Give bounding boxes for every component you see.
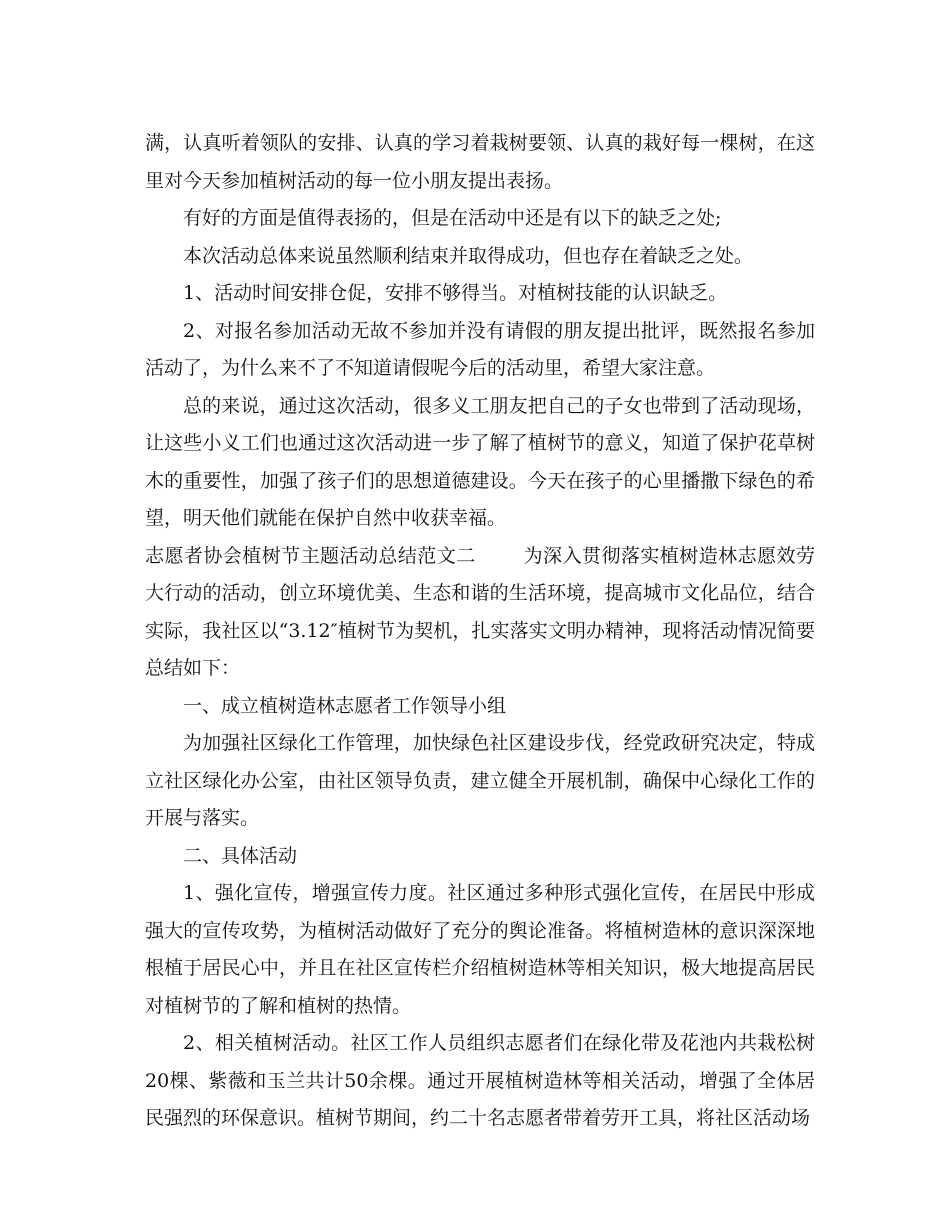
paragraph-praise-continued: 满，认真听着领队的安排、认真的学习着栽树要领、认真的栽好每一棵树，在这里对今天参加植树活动的每一位小朋友提出表扬。	[145, 132, 815, 192]
paragraph-activity-2: 2、相关植树活动。社区工作人员组织志愿者们在绿化带及花池内共栽松树20棵、紫薇和玉兰共计50余棵。通过开展植树造林等相关活动，增强了全体居民强烈的环保意识。植树节期间，约二十名志愿者带着劳开工具，将社区活动场	[145, 1032, 815, 1129]
document-body	[145, 125, 815, 1138]
section-intro: 为深入贯彻落实植树造林志愿效劳大行动的活动，创立环境优美、生态和谐的生活环境，提高城市文化品位，结合实际，我社区以“3.12″植树节为契机，扎实落实文明办精神，现将活动情况简要总结如下：	[145, 544, 815, 679]
paragraph-leadership-group: 为加强社区绿化工作管理，加快绿色社区建设步伐，经党政研究决定，特成立社区绿化办公室，由社区领导负责，建立健全开展机制，确保中心绿化工作的开展与落实。	[145, 732, 815, 829]
paragraph-overall-summary: 本次活动总体来说虽然顺利结束并取得成功，但也存在着缺乏之处。	[183, 244, 754, 267]
paragraph-good-aspects: 有好的方面是值得表扬的，但是在活动中还是有以下的缺乏之处;	[183, 207, 722, 229]
section-title: 志愿者协会植树节主题活动总结范文二	[145, 544, 476, 567]
paragraph-issue-1: 1、活动时间安排仓促，安排不够得当。对植树技能的认识缺乏。	[183, 282, 728, 304]
heading-leadership-group: 一、成立植树造林志愿者工作领导小组	[183, 694, 507, 717]
section-two-heading-paragraph	[145, 538, 815, 688]
paragraph-conclusion: 总的来说，通过这次活动，很多义工朋友把自己的子女也带到了活动现场，让这些小义工们也通过这次活动进一步了解了植树节的意义，知道了保护花草树木的重要性，加强了孩子们的思想道德建设。今天在孩子的心里播撒下绿色的希望，明天他们就能在保护自然中收获幸福。	[145, 394, 815, 529]
paragraph-activity-1: 1、强化宣传，增强宣传力度。社区通过多种形式强化宣传，在居民中形成强大的宣传攻势，为植树活动做好了充分的舆论准备。将植树造林的意识深深地根植于居民心中，并且在社区宣传栏介绍植树造林等相关知识，极大地提高居民对植树节的了解和植树的热情。	[145, 882, 815, 1017]
heading-specific-activities: 二、具体活动	[183, 844, 298, 867]
paragraph-issue-2: 2、对报名参加活动无故不参加并没有请假的朋友提出批评，既然报名参加活动了，为什么来不了不知道请假呢今后的活动里，希望大家注意。	[145, 319, 815, 379]
